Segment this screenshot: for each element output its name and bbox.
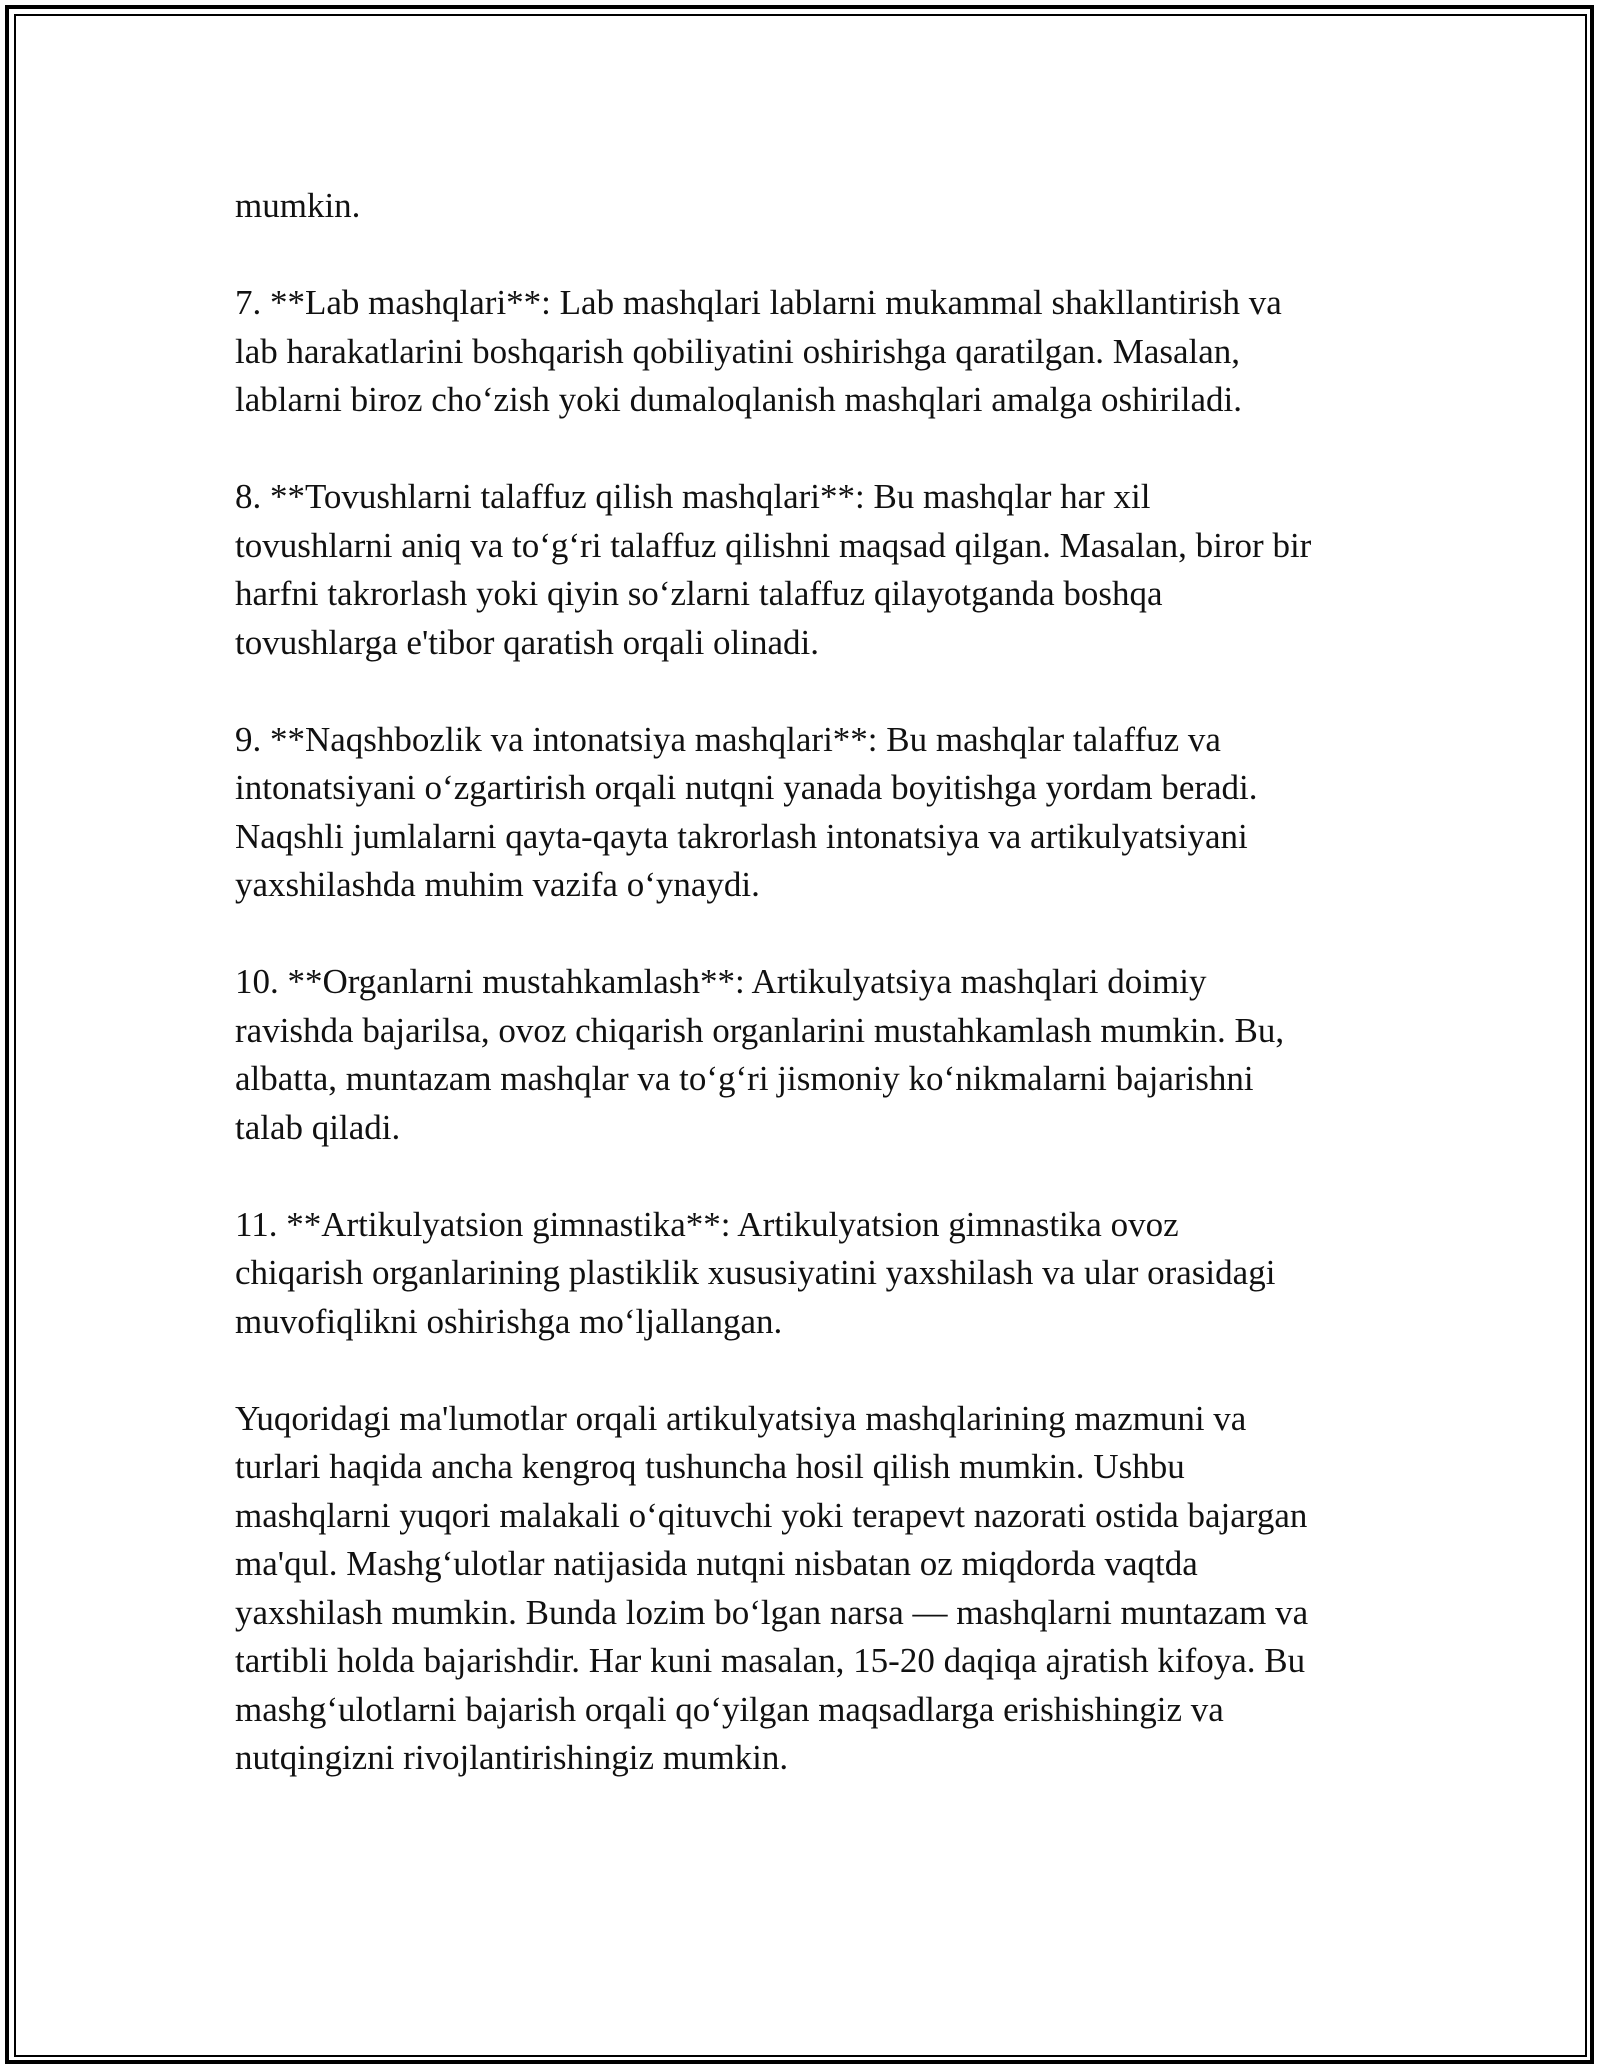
paragraph-item-10: 10. **Organlarni mustahkamlash**: Artikulyatsiya mashqlari doimiy ravishda bajarilsa, ovoz chiqarish organlarini mustahkamlash mumkin. Bu, albatta, muntazam mashqlar va to‘g‘ri jismoniy ko‘nikmalarni bajarishni talab qiladi. [235, 962, 1285, 1147]
paragraph-continuation: mumkin. [235, 186, 361, 225]
paragraph-item-9: 9. **Naqshbozlik va intonatsiya mashqlari**: Bu mashqlar talaffuz va intonatsiyani o‘zgartirish orqali nutqni yanada boyitishga yordam beradi. Naqshli jumlalarni qayta-qayta takrorlash intonatsiya va artikulyatsiyani yaxshilashda muhim vazifa o‘ynaydi. [235, 719, 1258, 904]
document-body [235, 182, 1380, 1831]
paragraph-item-8: 8. **Tovushlarni talaffuz qilish mashqlari**: Bu mashqlar har xil tovushlarni aniq va to‘g‘ri talaffuz qilishni maqsad qilgan. Masalan, biror bir harfni takrorlash yoki qiyin so‘zlarni talaffuz qilayotganda boshqa tovushlarga e'tibor qaratish orqali olinadi. [235, 477, 1312, 662]
paragraph-item-11: 11. **Artikulyatsion gimnastika**: Artikulyatsion gimnastika ovoz chiqarish organlarining plastiklik xususiyatini yaxshilash va ular orasidagi muvofiqlikni oshirishga mo‘ljallangan. [235, 1204, 1276, 1341]
paragraph-item-7: 7. **Lab mashqlari**: Lab mashqlari lablarni mukammal shakllantirish va lab harakatlarini boshqarish qobiliyatini oshirishga qaratilgan. Masalan, lablarni biroz cho‘zish yoki dumaloqlanish mashqlari amalga oshiriladi. [235, 283, 1282, 419]
paragraph-conclusion: Yuqoridagi ma'lumotlar orqali artikulyatsiya mashqlarining mazmuni va turlari haqida ancha kengroq tushuncha hosil qilish mumkin. Ushbu mashqlarni yuqori malakali o‘qituvchi yoki terapevt nazorati ostida bajargan ma'qul. Mashg‘ulotlar natijasida nutqni nisbatan oz miqdorda vaqtda yaxshilash mumkin. Bunda lozim bo‘lgan narsa — mashqlarni muntazam va tartibli holda bajarishdir. Har kuni masalan, 15-20 daqiqa ajratish kifoya. Bu mashg‘ulotlarni bajarish orqali qo‘yilgan maqsadlarga erishishingiz va nutqingizni rivojlantirishingiz mumkin. [235, 1398, 1309, 1777]
